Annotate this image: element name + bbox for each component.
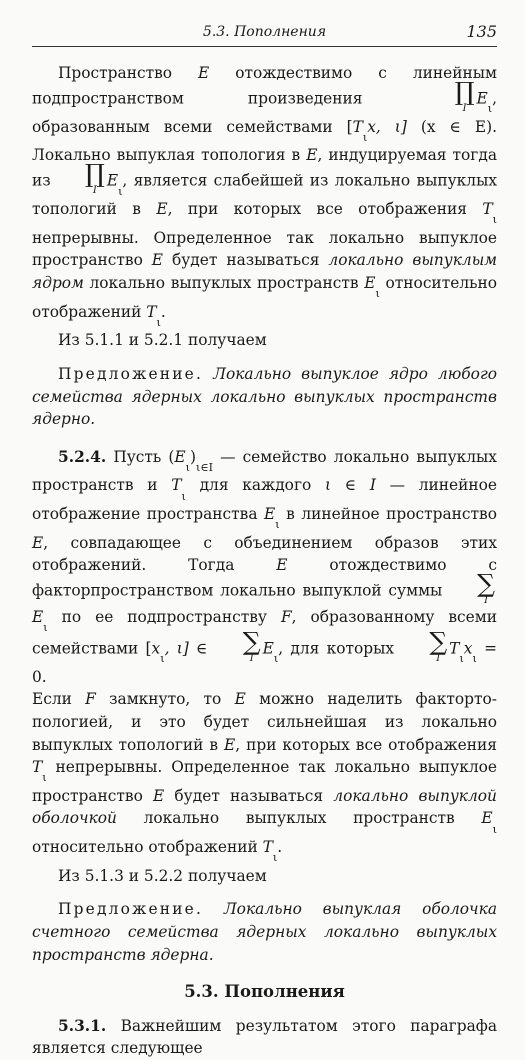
paragraph-reference-2: Из 5.1.3 и 5.2.2 получаем [58, 866, 267, 885]
paragraph-hull-definition: Если F замкнуто, то E можно наделить фактортопологией, и это будет сильнейшая из локально выпуклых топологий в E, при которых все отображения $T_\iota$ непрерывны. Определенное так локально выпуклое пространство E будет называться локально выпуклой оболочкой локально выпуклых пространств $E_\iota$ относительно отображений $T_\iota$. [32, 690, 497, 865]
product-symbol: ∏ I [454, 76, 475, 114]
sum-symbol: ∑ I [429, 626, 448, 664]
sum-symbol: ∑ I [242, 626, 261, 664]
proposition-1 [32, 363, 497, 431]
paragraph-5-3-1: 5.3.1. Важнейшим результатом этого параграфа является следующее [32, 1016, 497, 1058]
sum-symbol: ∑ I [477, 568, 495, 606]
term-kernel: локально выпуклым ядром [32, 251, 497, 293]
proposition-text: Локально выпуклое ядро любого семейства ядерных локально выпуклых пространств ядерно. [32, 365, 497, 429]
item-number: 5.2.4. [58, 447, 107, 466]
paragraph-reference-1: Из 5.1.1 и 5.2.1 получаем [58, 331, 267, 350]
running-title: 5.3. Пополнения [202, 24, 327, 40]
proposition-2 [32, 898, 497, 966]
page-body [32, 62, 497, 1060]
item-number: 5.3.1. [58, 1016, 107, 1035]
section-heading: 5.3. Пополнения [184, 982, 345, 1002]
paragraph-kernel-definition: Пространство E отождествимо с линейным подпространством произведения ∏ I $E_\iota$, образованным всеми семействами [$T_\iota x$, ι] (x ∈ E). Локально выпуклая топология в E, индуцируемая тогда из ∏ I $E_\iota$, является слабейшей из локально выпуклых топологий в E, при которых все отображения $T_\iota$ непрерывны. Определенное так локально выпуклое пространство E будет называться локально выпуклым ядром локально выпуклых пространств $E_\iota$ относительно отображений $T_\iota$. [32, 64, 497, 329]
proposition-label: Предложение. [58, 900, 204, 919]
term-hull: локально выпуклой оболочкой [32, 786, 497, 828]
paragraph-5-2-4: 5.2.4. Пусть $(E_\iota)_{\iota\in I}$ — семейство локально выпуклых пространств и $T_\iota$ для каждого ι ∈ I — линейное отображение пространства $E_\iota$ в линейное пространство E, совпадающее с объединением образов этих отображений. Тогда E отождествимо с факторпространством локально выпуклой суммы ∑ I $E_\iota$ по ее подпространству F, образованному всеми семействами [$x_\iota$, ι] ∈ ∑ I $E_\iota$, для которых ∑ I $T_\iota x_\iota = 0$. [32, 447, 498, 686]
page-header [32, 22, 497, 47]
page-number: 135 [466, 22, 497, 41]
proposition-text: Локально выпуклая оболочка счетного семейства ядерных локально выпуклых пространств ядерна. [32, 900, 497, 964]
proposition-label: Предложение. [58, 365, 204, 383]
product-symbol: ∏ I [84, 159, 105, 197]
